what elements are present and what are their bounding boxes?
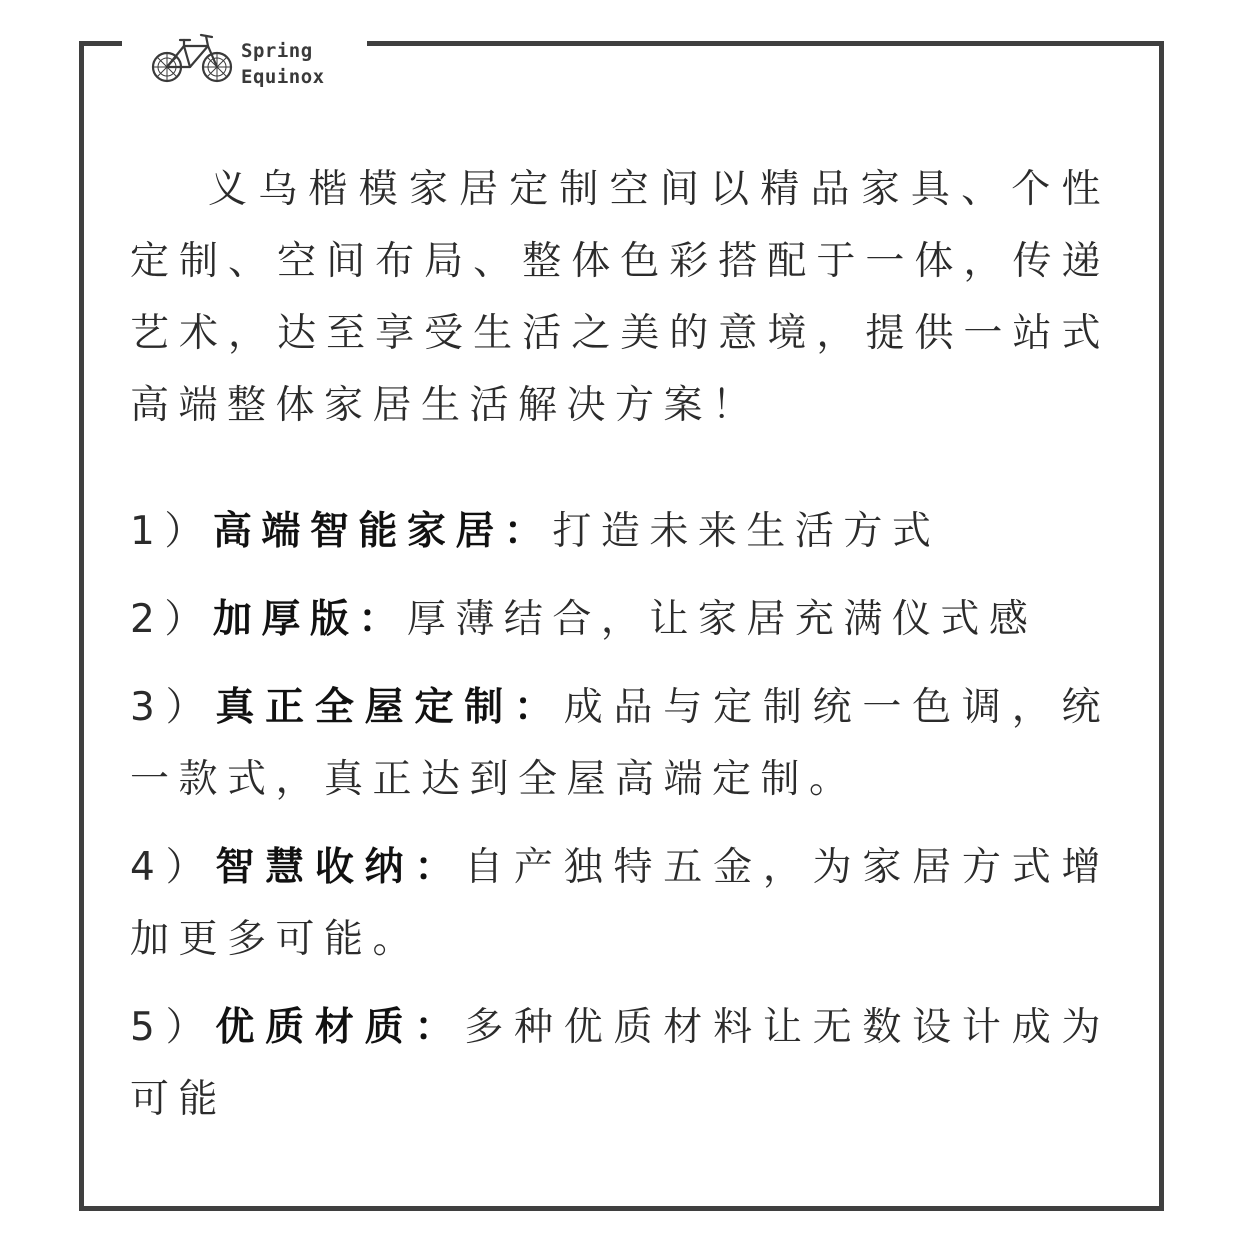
item-text: 厚薄结合，让家居充满仪式感 xyxy=(406,597,1038,642)
item-title: 高端智能家居： xyxy=(212,509,553,554)
item-text: 打造未来生活方式 xyxy=(552,509,941,554)
item-number: 1） xyxy=(130,509,213,554)
list-item xyxy=(130,672,1110,816)
list-item xyxy=(130,832,1110,976)
feature-list xyxy=(130,496,1110,1136)
item-title: 真正全屋定制： xyxy=(215,685,564,730)
list-item xyxy=(130,584,1110,656)
intro-paragraph: 义乌楷模家居定制空间以精品家具、个性定制、空间布局、整体色彩搭配于一体，传递艺术，达至享受生活之美的意境，提供一站式高端整体家居生活解决方案！ xyxy=(130,167,1110,428)
bicycle-icon xyxy=(150,30,234,86)
item-title: 加厚版： xyxy=(212,597,407,642)
item-text: 多种优质材料让无数设计成为可能 xyxy=(130,1005,1110,1122)
item-number: 3） xyxy=(130,685,216,730)
item-text: 自产独特五金，为家居方式增加更多可能。 xyxy=(130,845,1110,962)
logo-line-1: Spring xyxy=(241,40,313,62)
item-title: 优质材质： xyxy=(215,1005,465,1050)
item-number: 5） xyxy=(130,1005,216,1050)
item-number: 2） xyxy=(130,597,213,642)
item-text: 成品与定制统一色调，统一款式，真正达到全屋高端定制。 xyxy=(130,685,1110,802)
list-item xyxy=(130,992,1110,1136)
logo-text xyxy=(241,38,325,90)
list-item xyxy=(130,496,1110,568)
item-number: 4） xyxy=(130,845,216,890)
item-title: 智慧收纳： xyxy=(215,845,465,890)
logo-line-2: Equinox xyxy=(241,66,325,88)
article-body xyxy=(130,154,1110,1152)
